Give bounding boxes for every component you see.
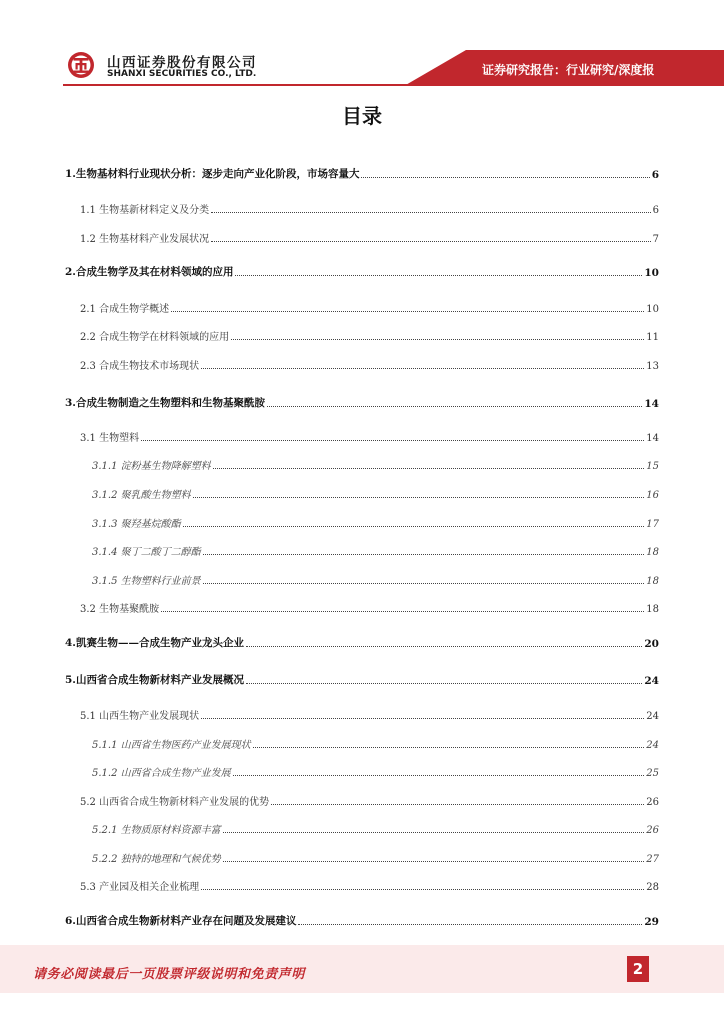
toc-entry-page: 28 — [646, 882, 659, 893]
toc-title: 目录 — [342, 104, 382, 128]
toc-entry-title: 3.2 生物基聚酰胺 — [80, 604, 160, 615]
toc-dot-leader — [235, 275, 642, 276]
toc-dot-leader — [213, 468, 645, 469]
toc-entry-title: 2.3 合成生物技术市场现状 — [80, 361, 200, 372]
toc-entry-page: 18 — [646, 547, 659, 558]
toc-dot-leader — [246, 646, 642, 647]
toc-dot-leader — [141, 440, 644, 441]
toc-entry-level-2[interactable] — [80, 301, 659, 315]
toc-entry-page: 25 — [646, 768, 659, 779]
toc-entry-page: 18 — [646, 576, 659, 587]
toc-entry-page: 10 — [646, 304, 659, 315]
toc-entry-title: 5.1.1 山西省生物医药产业发展现状 — [92, 740, 251, 751]
toc-entry-level-3[interactable] — [92, 487, 659, 501]
toc-entry-page: 6 — [652, 205, 659, 216]
toc-entry-title: 5.2.2 独特的地理和气候优势 — [92, 854, 221, 865]
company-name-en: SHANXI SECURITIES CO., LTD. — [107, 69, 257, 79]
toc-entry-title: 3.1 生物塑料 — [80, 433, 140, 444]
toc-entry-level-1[interactable] — [65, 673, 659, 687]
toc-entry-level-2[interactable] — [80, 358, 659, 372]
toc-entry-page: 18 — [646, 604, 659, 615]
toc-entry-level-1[interactable] — [65, 396, 659, 410]
page-header — [0, 0, 724, 92]
toc-entry-title: 5.1 山西生物产业发展现状 — [80, 711, 200, 722]
toc-entry-page: 15 — [646, 461, 659, 472]
header-divider — [63, 84, 724, 86]
disclaimer-notice: 请务必阅读最后一页股票评级说明和免责声明 — [33, 967, 306, 982]
toc-entry-level-3[interactable] — [92, 458, 659, 472]
toc-entry-title: 4.凯赛生物——合成生物产业龙头企业 — [65, 637, 244, 649]
toc-dot-leader — [253, 747, 645, 748]
toc-dot-leader — [171, 311, 644, 312]
toc-entry-page: 14 — [644, 398, 659, 410]
toc-entry-level-2[interactable] — [80, 708, 659, 722]
toc-entry-level-2[interactable] — [80, 231, 659, 245]
toc-dot-leader — [223, 832, 645, 833]
toc-dot-leader — [201, 889, 644, 890]
toc-entry-title: 3.1.5 生物塑料行业前景 — [92, 576, 201, 587]
toc-entry-page: 6 — [651, 169, 659, 181]
toc-entry-page: 27 — [646, 854, 659, 865]
toc-dot-leader — [203, 583, 645, 584]
toc-entry-level-2[interactable] — [80, 202, 659, 216]
toc-dot-leader — [161, 611, 644, 612]
toc-entry-level-3[interactable] — [92, 765, 659, 779]
toc-entry-title: 1.生物基材料行业现状分析：逐步走向产业化阶段，市场容量大 — [65, 168, 360, 180]
toc-entry-level-3[interactable] — [92, 544, 659, 558]
toc-entry-level-1[interactable] — [65, 636, 659, 650]
company-logo-icon — [67, 51, 95, 79]
toc-entry-title: 1.1 生物基新材料定义及分类 — [80, 205, 210, 216]
toc-entry-page: 26 — [646, 825, 659, 836]
page-number: 2 — [627, 956, 649, 982]
toc-entry-title: 6.山西省合成生物新材料产业存在问题及发展建议 — [65, 915, 297, 927]
toc-entry-title: 5.2 山西省合成生物新材料产业发展的优势 — [80, 797, 270, 808]
toc-entry-level-2[interactable] — [80, 601, 659, 615]
toc-dot-leader — [298, 924, 642, 925]
toc-entry-title: 3.1.4 聚丁二酸丁二醇酯 — [92, 547, 201, 558]
toc-entry-title: 2.合成生物学及其在材料领域的应用 — [65, 266, 234, 278]
toc-entry-title: 1.2 生物基材料产业发展状况 — [80, 234, 210, 245]
toc-entry-page: 13 — [646, 361, 659, 372]
toc-entry-level-3[interactable] — [92, 822, 659, 836]
toc-entry-level-1[interactable] — [65, 265, 659, 279]
toc-entry-level-2[interactable] — [80, 329, 659, 343]
toc-dot-leader — [267, 406, 642, 407]
toc-entry-page: 26 — [646, 797, 659, 808]
toc-dot-leader — [271, 804, 644, 805]
toc-entry-page: 14 — [646, 433, 659, 444]
toc-dot-leader — [183, 526, 645, 527]
toc-entry-page: 16 — [646, 490, 659, 501]
page-footer — [0, 945, 724, 993]
toc-entry-level-1[interactable] — [65, 167, 659, 181]
toc-dot-leader — [361, 177, 649, 178]
toc-dot-leader — [223, 861, 645, 862]
toc-entry-title: 3.1.1 淀粉基生物降解塑料 — [92, 461, 211, 472]
toc-dot-leader — [233, 775, 645, 776]
toc-entry-title: 3.1.2 聚乳酸生物塑料 — [92, 490, 191, 501]
toc-dot-leader — [193, 497, 645, 498]
toc-entry-page: 11 — [646, 332, 659, 343]
toc-entry-page: 29 — [644, 916, 659, 928]
toc-dot-leader — [211, 241, 651, 242]
toc-entry-title: 3.合成生物制造之生物塑料和生物基聚酰胺 — [65, 397, 265, 409]
toc-entry-page: 24 — [646, 711, 659, 722]
toc-entry-level-3[interactable] — [92, 573, 659, 587]
toc-entry-title: 5.3 产业园及相关企业梳理 — [80, 882, 200, 893]
toc-entry-title: 5.2.1 生物质原材料资源丰富 — [92, 825, 221, 836]
toc-dot-leader — [246, 683, 642, 684]
toc-entry-page: 24 — [646, 740, 659, 751]
toc-entry-level-1[interactable] — [65, 914, 659, 928]
company-name-cn: 山西证券股份有限公司 — [107, 55, 257, 71]
toc-entry-level-3[interactable] — [92, 851, 659, 865]
toc-dot-leader — [201, 368, 644, 369]
toc-entry-title: 2.1 合成生物学概述 — [80, 304, 170, 315]
toc-entry-level-3[interactable] — [92, 737, 659, 751]
toc-dot-leader — [201, 718, 644, 719]
toc-dot-leader — [211, 212, 651, 213]
toc-dot-leader — [203, 554, 645, 555]
toc-entry-title: 5.1.2 山西省合成生物产业发展 — [92, 768, 231, 779]
toc-entry-title: 2.2 合成生物学在材料领域的应用 — [80, 332, 230, 343]
toc-entry-title: 3.1.3 聚羟基烷酸酯 — [92, 519, 181, 530]
report-type-label: 证券研究报告：行业研究/深度报 — [482, 63, 655, 77]
toc-entry-level-2[interactable] — [80, 430, 659, 444]
toc-entry-level-2[interactable] — [80, 879, 659, 893]
toc-entry-title: 5.山西省合成生物新材料产业发展概况 — [65, 674, 244, 686]
toc-entry-level-3[interactable] — [92, 516, 659, 530]
toc-dot-leader — [231, 339, 644, 340]
toc-entry-page: 24 — [644, 675, 659, 687]
toc-entry-page: 20 — [644, 638, 659, 650]
toc-entry-page: 10 — [644, 267, 659, 279]
toc-entry-page: 17 — [646, 519, 659, 530]
toc-entry-page: 7 — [652, 234, 659, 245]
toc-entry-level-2[interactable] — [80, 794, 659, 808]
